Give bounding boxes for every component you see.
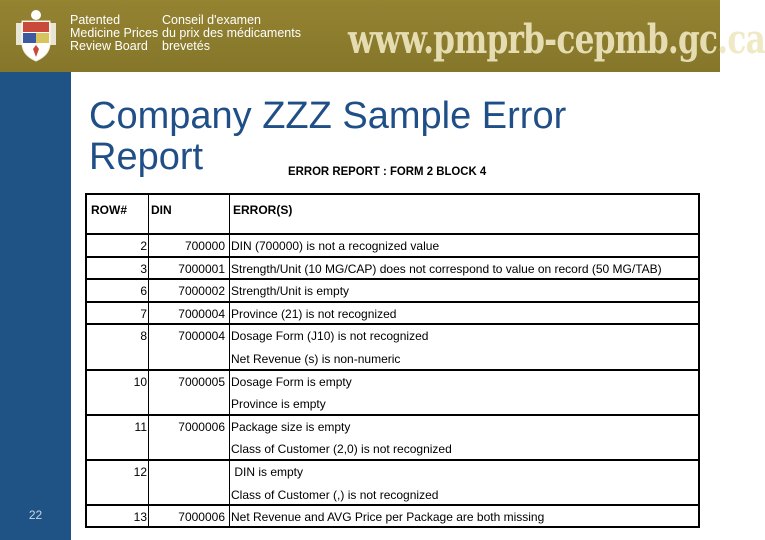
agency-en-line: Patented	[70, 13, 121, 27]
error-message-cell: DIN (700000) is not a recognized value	[231, 239, 440, 253]
agency-name-fr	[162, 14, 301, 53]
slide-number: 22	[28, 508, 43, 522]
slide-title-line: Report	[89, 136, 204, 178]
website-url: www.pmprb-cepmb.gc.ca	[348, 16, 765, 63]
row-number-cell: 8	[140, 329, 147, 344]
error-message-cell: Class of Customer (,) is not recognized	[231, 487, 439, 502]
error-message-cell: Net Revenue and AVG Price per Package are both missing	[231, 510, 545, 525]
error-message-cell: Dosage Form (J10) is not recognized	[231, 329, 429, 344]
table-row	[87, 461, 698, 506]
din-cell: 700000	[184, 239, 225, 253]
table-row	[87, 325, 698, 370]
row-number-cell: 11	[134, 419, 147, 434]
error-message-cell: Class of Customer (2,0) is not recognized	[231, 442, 452, 457]
din-cell: 7000006	[178, 510, 225, 525]
table-row	[87, 506, 698, 529]
error-report-table	[85, 193, 700, 528]
agency-en-line: Review Board	[70, 39, 148, 53]
din-cell: 7000002	[178, 284, 225, 299]
column-header-errors: ERROR(S)	[233, 203, 293, 217]
left-sidebar	[0, 72, 71, 540]
din-cell: 7000004	[178, 306, 225, 321]
error-message-cell: Dosage Form is empty	[231, 374, 352, 389]
header-band	[0, 0, 765, 72]
agency-name-en	[70, 14, 158, 53]
agency-fr-line: Conseil d'examen	[162, 13, 261, 27]
table-header-row	[87, 195, 698, 235]
slide-title-line: Company ZZZ Sample Error	[89, 95, 567, 137]
row-number-cell: 12	[133, 465, 147, 479]
din-cell: 7000006	[178, 419, 225, 434]
agency-fr-line: brevetés	[162, 39, 210, 53]
table-row	[87, 371, 698, 416]
error-message-cell: Strength/Unit is empty	[231, 284, 350, 299]
table-row	[87, 416, 698, 461]
table-row	[87, 303, 698, 326]
agency-fr-line: du prix des médicaments	[162, 26, 301, 40]
error-message-cell: DIN is empty	[231, 465, 304, 479]
report-caption: ERROR REPORT : FORM 2 BLOCK 4	[288, 164, 487, 178]
error-message-cell: Net Revenue (s) is non-numeric	[231, 351, 401, 366]
row-number-cell: 7	[140, 306, 147, 321]
row-number-cell: 6	[140, 284, 147, 299]
agency-en-line: Medicine Prices	[70, 26, 159, 40]
canada-coat-of-arms-icon	[14, 9, 58, 63]
din-cell: 7000005	[178, 374, 225, 389]
error-message-cell: Strength/Unit (10 MG/CAP) does not correspond to value on record (50 MG/TAB)	[231, 261, 662, 276]
column-header-row-number: ROW#	[91, 203, 127, 217]
error-message-cell: Province is empty	[231, 397, 326, 412]
din-cell: 7000001	[178, 261, 225, 276]
table-row	[87, 235, 698, 258]
row-number-cell: 2	[140, 239, 147, 253]
column-header-din: DIN	[151, 203, 172, 217]
row-number-cell: 13	[133, 510, 147, 525]
error-message-cell: Package size is empty	[231, 419, 351, 434]
row-number-cell: 3	[140, 261, 147, 276]
table-row	[87, 280, 698, 303]
table-row	[87, 258, 698, 281]
din-cell: 7000004	[178, 329, 225, 344]
error-message-cell: Province (21) is not recognized	[231, 306, 397, 321]
row-number-cell: 10	[133, 374, 147, 389]
